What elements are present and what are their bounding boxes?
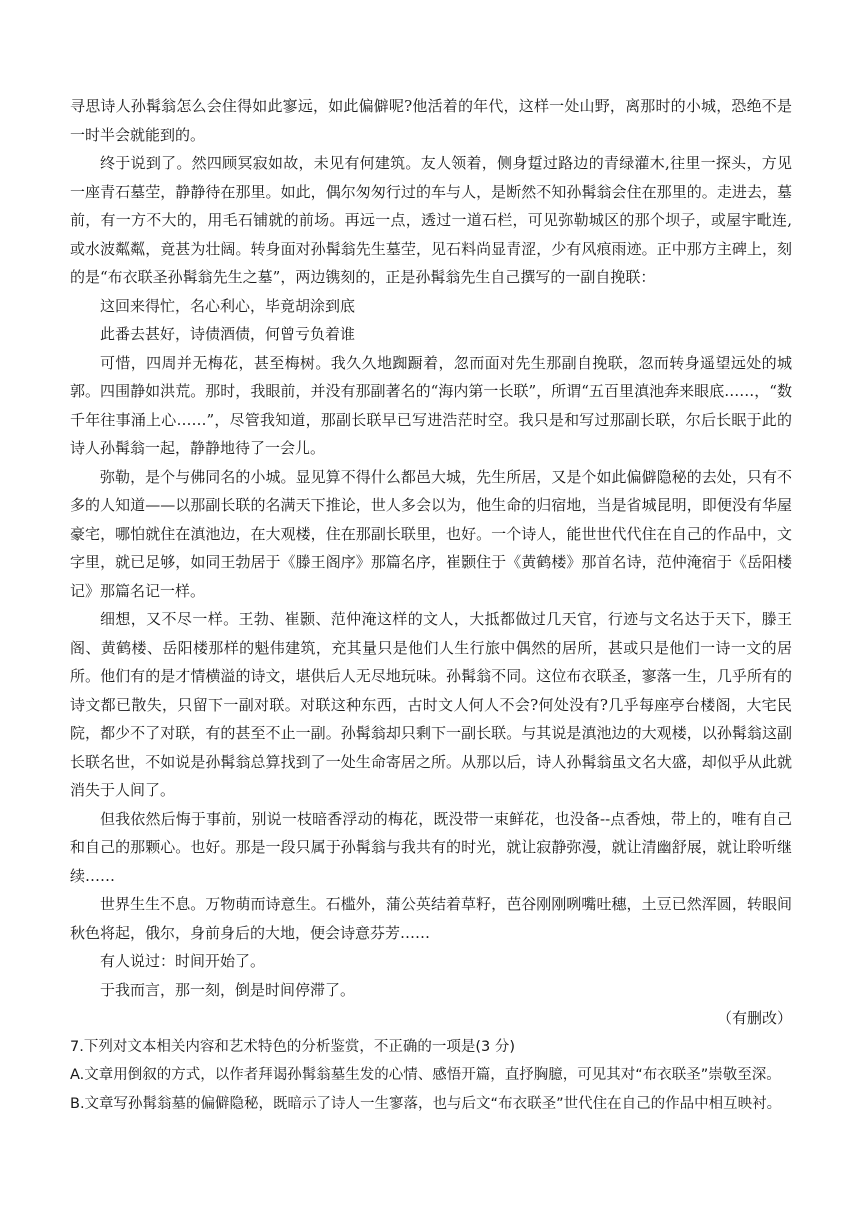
revision-note: （有删改） <box>716 1009 792 1027</box>
passage-paragraph: 终于说到了。然四顾冥寂如故，未见有何建筑。友人领着，侧身踅过路边的青绿灌木,往里一探头，方见一座青石墓茔，静静待在那里。如此，偶尔匆匆行过的车与人，是断然不知孙髯翁会住在那里的。走进去，墓前，有一方不大的，用毛石铺就的前场。再远一点，透过一道石栏，可见弥勒城区的那个坝子，或屋宇毗连,或水波粼粼，竟甚为壮阔。转身面对孙髯翁先生墓茔，见石料尚显青涩，少有风痕雨迹。正中那方主碑上，刻的是“布衣联圣孙髯翁先生之墓”，两边镌刻的，正是孙髯翁先生自己撰写的一副自挽联： <box>70 154 792 286</box>
passage-paragraph: 世界生生不息。万物萌而诗意生。石槛外，蒲公英结着草籽，芭谷刚刚咧嘴吐穗，土豆已然浑圆，转眼间秋色将起，俄尔，身前身后的大地，便会诗意芬芳…… <box>70 895 792 942</box>
passage-paragraph: 细想，又不尽一样。王勃、崔颢、范仲淹这样的文人，大抵都做过几天官，行迹与文名达于天下，滕王阁、黄鹤楼、岳阳楼那样的魁伟建筑，充其量只是他们人生行旅中偶然的居所，甚或只是他们一诗一文的居所。他们有的是才情横溢的诗文，堪供后人无尽地玩味。孙髯翁不同。这位布衣联圣，寥落一生，几乎所有的诗文都已散失，只留下一副对联。对联这种东西，古时文人何人不会?何处没有?几乎每座亭台楼阁，大宅民院，都少不了对联，有的甚至不止一副。孙髯翁却只剩下一副长联。与其说是滇池边的大观楼，以孙髯翁这副长联名世，不如说是孙髯翁总算找到了一处生命寄居之所。从那以后，诗人孙髯翁虽文名大盛，却似乎从此就消失于人间了。 <box>70 610 792 799</box>
exam-text <box>70 92 792 1118</box>
passage-paragraph: 于我而言，那一刻，倒是时间停滞了。 <box>100 980 356 999</box>
question-stem: 7.下列对文本相关内容和艺术特色的分析鉴赏，不正确的一项是(3 分) <box>70 1038 515 1055</box>
passage-paragraph: 可惜，四周并无梅花，甚至梅树。我久久地踟蹰着，忽而面对先生那副自挽联，忽而转身遥望远处的城郭。四围静如洪荒。那时，我眼前，并没有那副著名的“海内第一长联”，所谓“五百里滇池奔来眼底……，“数千年往事涌上心……”，尽管我知道，那副长联早已写进浩茫时空。我只是和写过那副长联，尔后长眠于此的诗人孙髯翁一起，静静地待了一会儿。 <box>70 353 792 457</box>
couplet-line: 这回来得忙，名心利心，毕竟胡涂到底 <box>100 296 356 315</box>
passage-paragraph: 弥勒，是个与佛同名的小城。显见算不得什么都邑大城，先生所居，又是个如此偏僻隐秘的去处，只有不多的人知道——以那副长联的名满天下推论，世人多会以为，他生命的归宿地，当是省城昆明，即便没有华屋豪宅，哪怕就住在滇池边，在大观楼，住在那副长联里，也好。一个诗人，能世世代代住在自己的作品中，文字里，就已足够，如同王勃居于《滕王阁序》那篇名序，崔颢住于《黄鹤楼》那首名诗，范仲淹宿于《岳阳楼记》那篇名记一样。 <box>70 467 792 600</box>
passage-paragraph: 但我依然后悔于事前，别说一枝暗香浮动的梅花，既没带一束鲜花，也没备--点香烛，带上的，唯有自己和自己的那颗心。也好。那是一段只属于孙髯翁与我共有的时光，就让寂静弥漫，就让清幽舒展，就让聆听继续…… <box>70 809 792 885</box>
passage-paragraph: 寻思诗人孙髯翁怎么会住得如此寥远，如此偏僻呢?他活着的年代，这样一处山野，离那时的小城，恐绝不是一时半会就能到的。 <box>70 97 792 144</box>
passage-paragraph: 有人说过：时间开始了。 <box>100 952 266 970</box>
option-a: A.文章用倒叙的方式，以作者拜谒孙髯翁墓生发的心情、感悟开篇，直抒胸臆，可见其对“布衣联圣”崇敬至深。 <box>70 1067 781 1083</box>
couplet-line: 此番去甚好，诗债酒债，何曾亏负着谁 <box>100 325 356 343</box>
option-b: B.文章写孙髯翁墓的偏僻隐秘，既暗示了诗人一生寥落，也与后文“布衣联圣”世代住在自己的作品中相互映衬。 <box>70 1095 782 1112</box>
